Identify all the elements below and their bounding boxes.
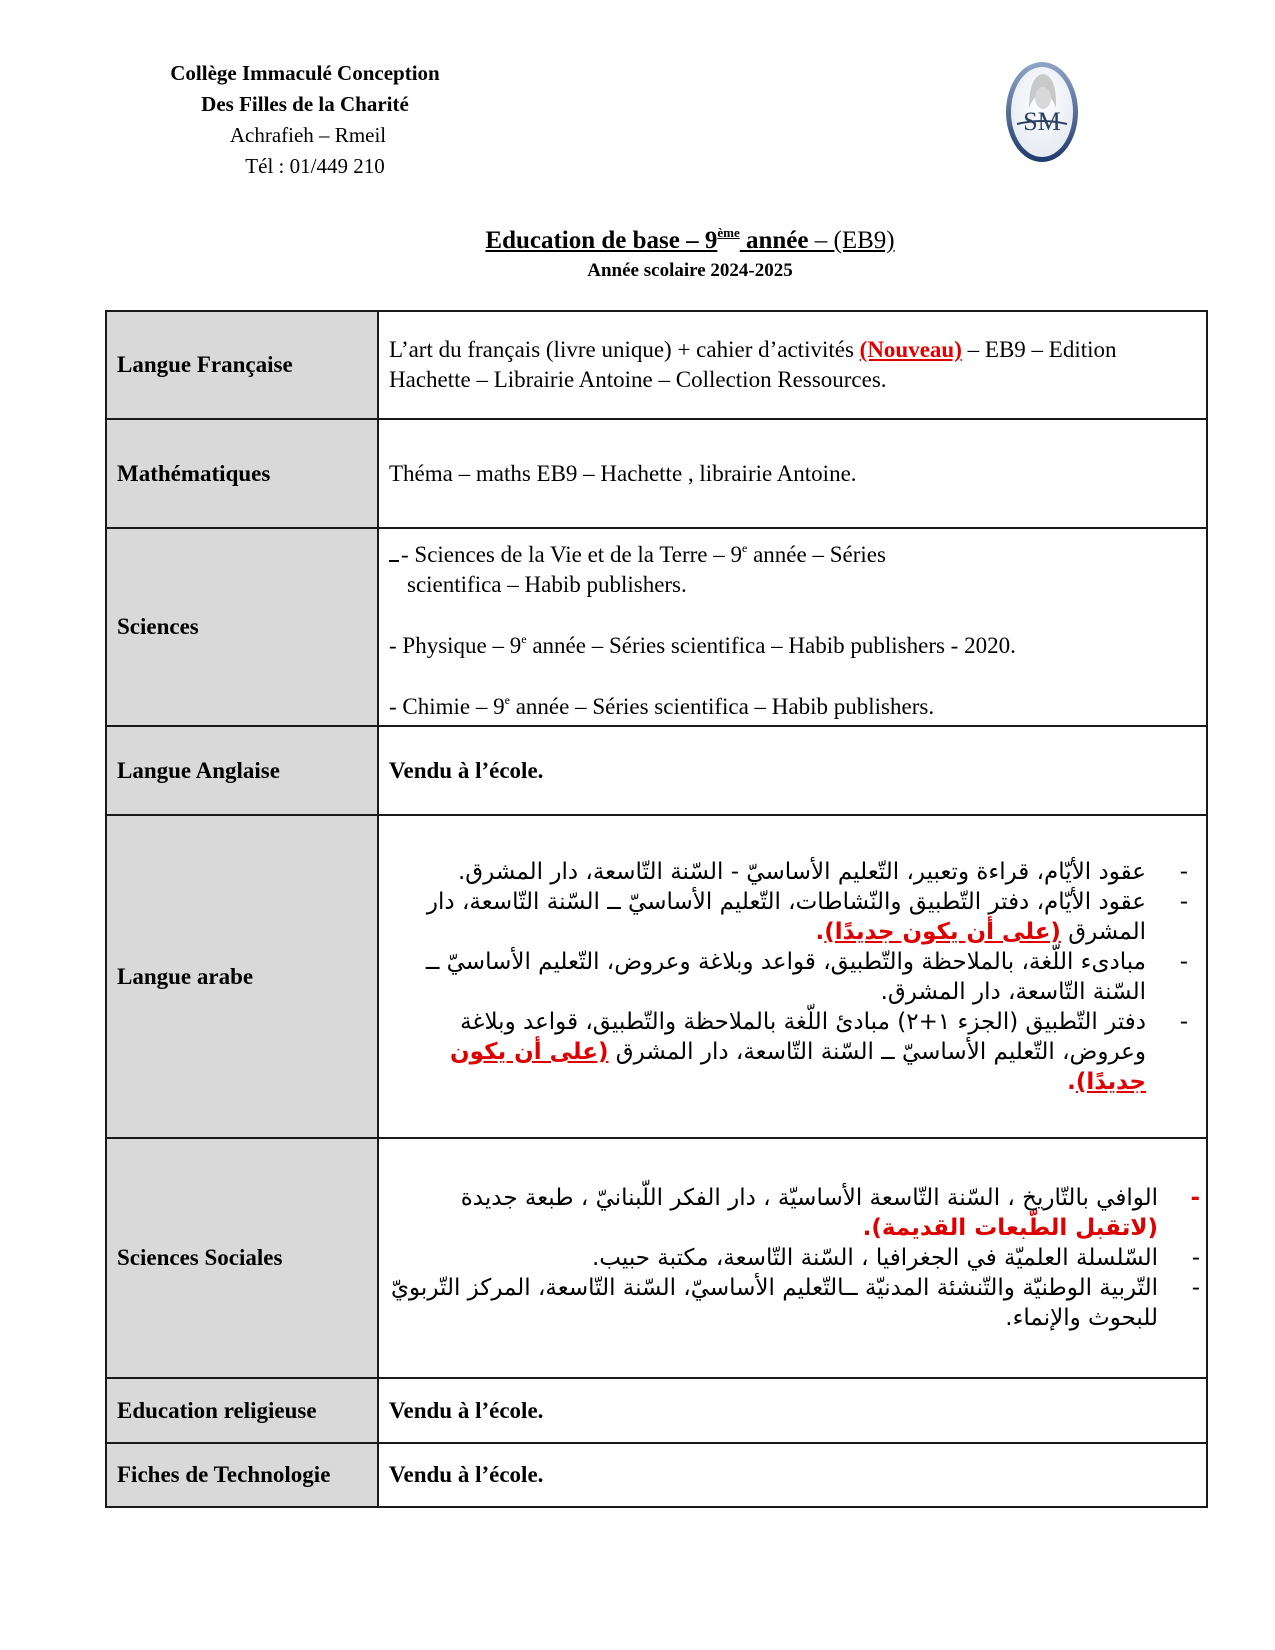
list-item [389,1273,1200,1333]
subject-label: Langue arabe [106,815,378,1138]
title-superscript: ème [717,225,740,240]
bullet-dash: - [1191,1275,1200,1301]
item-text: - Physique – 9 [389,633,522,658]
bullet-dash: - [1179,948,1188,975]
item-text: التّربية الوطنيّة والتّنشئة المدنيّة ــالتّعليم الأساسيّ، السّنة التّاسعة، المركز التّربويّ للبحوث والإنماء. [391,1275,1158,1331]
item-text: دفتر التّطبيق (الجزء ١+٢) مبادئ اللّغة بالملاحظة والتّطبيق، قواعد وبلاغة وعروض، التّعليم الأساسيّ ــ السّنة التّاسعة، دار المشرق [460,1008,1146,1065]
item-text: année – Séries scientifica – Habib publishers - 2020. [526,633,1016,658]
table-row-sciences [106,528,1207,726]
page-title [390,218,990,256]
book-description [378,528,1207,726]
book-text: L’art du français (livre unique) + cahier d’activités [389,337,860,362]
item-text: année – Séries [747,542,886,567]
bullet-dash: - [1191,1245,1200,1271]
list-item [389,685,1196,722]
bullet-dash: - [1179,1008,1188,1035]
must-be-new-note: (على أن يكون جديدًا) [824,918,1061,945]
title-class-code: – (EB9) [808,227,895,254]
list-item [389,947,1188,1007]
school-subname: Des Filles de la Charité [201,92,409,116]
subject-label: Education religieuse [106,1378,378,1443]
list-item [389,533,1196,600]
table-row-technology [106,1443,1207,1507]
document-title [390,218,990,282]
table-row-social [106,1138,1207,1378]
book-text: – EB9 – Edition Hachette – Librairie Antoine – Collection Ressources. [389,337,1117,392]
item-text: - Chimie – 9 [389,694,505,719]
book-description: Théma – maths EB9 – Hachette , librairie Antoine. [378,419,1207,528]
item-superscript: e [504,693,510,707]
item-end: . [1067,1068,1076,1095]
book-list-table [105,310,1208,1508]
item-text: السّلسلة العلميّة في الجغرافيا ، السّنة التّاسعة، مكتبة حبيب. [592,1245,1158,1271]
item-text: - Sciences de la Vie et de la Terre – 9 [401,542,743,567]
table-row-religion [106,1378,1207,1443]
subject-label: Langue Anglaise [106,726,378,815]
school-location: Achrafieh – Rmeil [229,123,387,147]
school-phone: Tél : 01/449 210 [245,154,385,178]
list-item [389,624,1196,661]
table-row-english [106,726,1207,815]
list-item [389,887,1188,947]
school-header [100,58,510,182]
must-be-new-note: (على أن يكون جديدًا) [450,1038,1146,1095]
bullet-dash: - [1179,858,1188,885]
item-text: année – Séries scientifica – Habib publishers. [509,694,935,719]
item-text: مبادىء اللّغة، بالملاحظة والتّطبيق، قواعد وبلاغة وعروض، التّعليم الأساسيّ ــ السّنة التّاسعة، دار المشرق. [425,948,1146,1005]
item-text: الوافي بالتّاريخ ، السّنة التّاسعة الأساسيّة ، دار الفكر اللّبنانيّ ، طبعة جديدة [460,1185,1158,1211]
subject-label: Sciences [106,528,378,726]
subject-label: Fiches de Technologie [106,1443,378,1507]
item-text: scientifica – Habib publishers. [407,572,687,597]
table-row-french [106,311,1207,419]
no-old-editions-note: (لاتقبل الطّبعات القديمة). [862,1215,1158,1241]
school-crest-icon [1003,58,1081,166]
item-text: عقود الأيّام، دفتر التّطبيق والنّشاطات، التّعليم الأساسيّ ــ السّنة التّاسعة، دار المشرق [426,888,1146,945]
book-description [378,311,1207,419]
list-item [389,857,1188,887]
school-name: Collège Immaculé Conception [170,61,440,85]
bullet-dash: - [1179,888,1188,915]
book-description: Vendu à l’école. [378,1443,1207,1507]
school-year: Année scolaire 2024-2025 [587,260,793,281]
book-description [378,815,1207,1138]
item-text: عقود الأيّام، قراءة وتعبير، التّعليم الأساسيّ - السّنة التّاسعة، دار المشرق. [458,858,1146,885]
book-description [378,1138,1207,1378]
list-item [389,1007,1188,1097]
item-superscript: e [521,632,527,646]
title-year-word: année [739,227,809,254]
subject-label: Langue Française [106,311,378,419]
book-description: Vendu à l’école. [378,726,1207,815]
new-badge: (Nouveau) [859,337,962,362]
bullet-dash: - [1190,1185,1200,1211]
item-superscript: e [742,541,748,555]
subject-label: Mathématiques [106,419,378,528]
subject-label: Sciences Sociales [106,1138,378,1378]
item-end: . [815,918,825,945]
book-description: Vendu à l’école. [378,1378,1207,1443]
table-row-arabic [106,815,1207,1138]
title-grade: Education de base – 9 [485,227,718,254]
logo-text: SM [1023,107,1061,136]
list-item [389,1243,1200,1273]
table-row-math [106,419,1207,528]
list-item [389,1183,1200,1243]
